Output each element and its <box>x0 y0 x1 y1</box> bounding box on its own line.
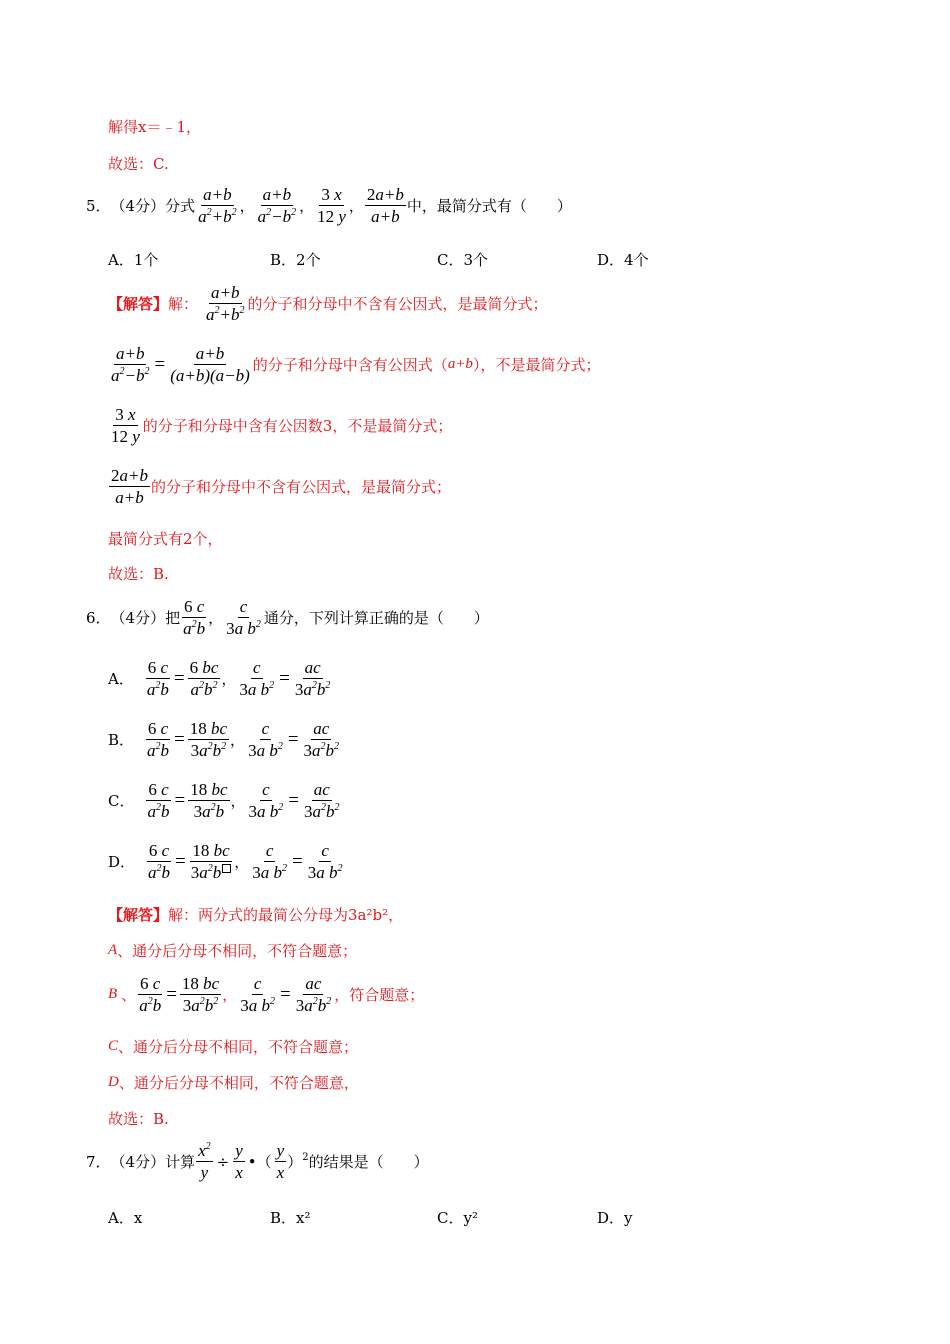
fraction: $\frac{3 x}{12 y}$ <box>317 185 346 226</box>
q7-option-b[interactable]: B．x² <box>270 1209 311 1227</box>
q5-answer-5: 最简分式有2个， <box>108 530 223 548</box>
q6-answer-b: B 、 $\frac{6 c}{a^2b}$ = $\frac{18 bc}{3a^2b^2}$ ， $\frac{c}{3a b^2}$ = $\frac{ac}{3a^2b^2}$ ，符合题意； <box>108 974 425 1015</box>
q5-answer-3: $\frac{3 x}{12 y}$ 的分子和分母中含有公因数3，不是最简分式； <box>111 405 453 446</box>
q6-option-b[interactable]: B． $\frac{6 c}{a^2b}$ = $\frac{18 bc}{3a^2b^2}$ ， $\frac{c}{3a b^2}$ = $\frac{ac}{3a^2b^2}$ <box>108 719 340 760</box>
q6-answer: 【解答】 解：两分式的最简公分母为3a²b²， <box>108 906 404 924</box>
question-6: 6． （4分） 把 $\frac{6 c}{a^2b}$ ， $\frac{c}{3a b^2}$ 通分，下列计算正确的是（ ） <box>86 597 489 638</box>
option-b[interactable]: B．2个 <box>270 251 321 269</box>
choice-line: 故选：C. <box>108 155 169 173</box>
q6-answer-a: A 、通分后分母不相同，不符合题意； <box>108 942 358 960</box>
q6-choice: 故选：B. <box>108 1110 169 1128</box>
question-7: 7． （4分） 计算 $\frac{x^2}{y}$ ÷ $\frac{y}{x}$ •（ $\frac{y}{x}$ ）$^2$ 的结果是（ ） <box>86 1141 429 1182</box>
q6-answer-c: C 、通分后分母不相同，不符合题意； <box>108 1038 359 1056</box>
q7-option-a[interactable]: A．x <box>108 1209 143 1227</box>
q6-answer-d: D 、通分后分母不相同，不符合题意， <box>108 1074 359 1092</box>
fraction: $\frac{a+b}{a^2+b^2}$ <box>198 185 237 226</box>
fraction: $\frac{2a+b}{a+b}$ <box>366 185 404 226</box>
q5-choice: 故选：B. <box>108 565 169 583</box>
q7-option-d[interactable]: D．y <box>597 1209 633 1227</box>
q6-option-a[interactable]: A． $\frac{6 c}{a^2b}$ = $\frac{6 bc}{a^2b^2}$ ， $\frac{c}{3a b^2}$ = $\frac{ac}{3a^2b^2}$ <box>108 658 331 699</box>
solve-line: 解得x＝﹣1， <box>108 118 202 136</box>
question-5: 5． （4分） 分式 $\frac{a+b}{a^2+b^2}$ ， $\frac{a+b}{a^2-b^2}$ ， $\frac{3 x}{12 y}$ ， $\frac{2a+b}{a+b}$ 中，最简分式有（ ） <box>86 185 572 226</box>
option-c[interactable]: C．3个 <box>437 251 489 269</box>
q6-option-d[interactable]: D． $\frac{6 c}{a^2b}$ = $\frac{18 bc}{3a^2b}$ ， $\frac{c}{3a b^2}$ = $\frac{c}{3a b^2}$ <box>108 841 343 882</box>
option-a[interactable]: A．1个 <box>108 251 159 269</box>
q5-answer-1: 【解答】 解： $\frac{a+b}{a^2+b^2}$ 的分子和分母中不含有公因式，是最简分式； <box>108 283 548 324</box>
fraction: $\frac{a+b}{a^2-b^2}$ <box>257 185 297 226</box>
q7-option-c[interactable]: C．y² <box>437 1209 478 1227</box>
option-d[interactable]: D．4个 <box>597 251 649 269</box>
q5-answer-2: $\frac{a+b}{a^2-b^2}$ = $\frac{a+b}{(a+b)(a-b)}$ 的分子和分母中含有公因式（ a+b ），不是最简分式； <box>111 344 601 385</box>
q6-option-c[interactable]: C． $\frac{6 c}{a^2b}$ = $\frac{18 bc}{3a^2b}$ ， $\frac{c}{3a b^2}$ = $\frac{ac}{3a^2b^2}$ <box>108 780 340 821</box>
q5-answer-4: $\frac{2a+b}{a+b}$ 的分子和分母中不含有公因式，是最简分式； <box>111 466 451 507</box>
